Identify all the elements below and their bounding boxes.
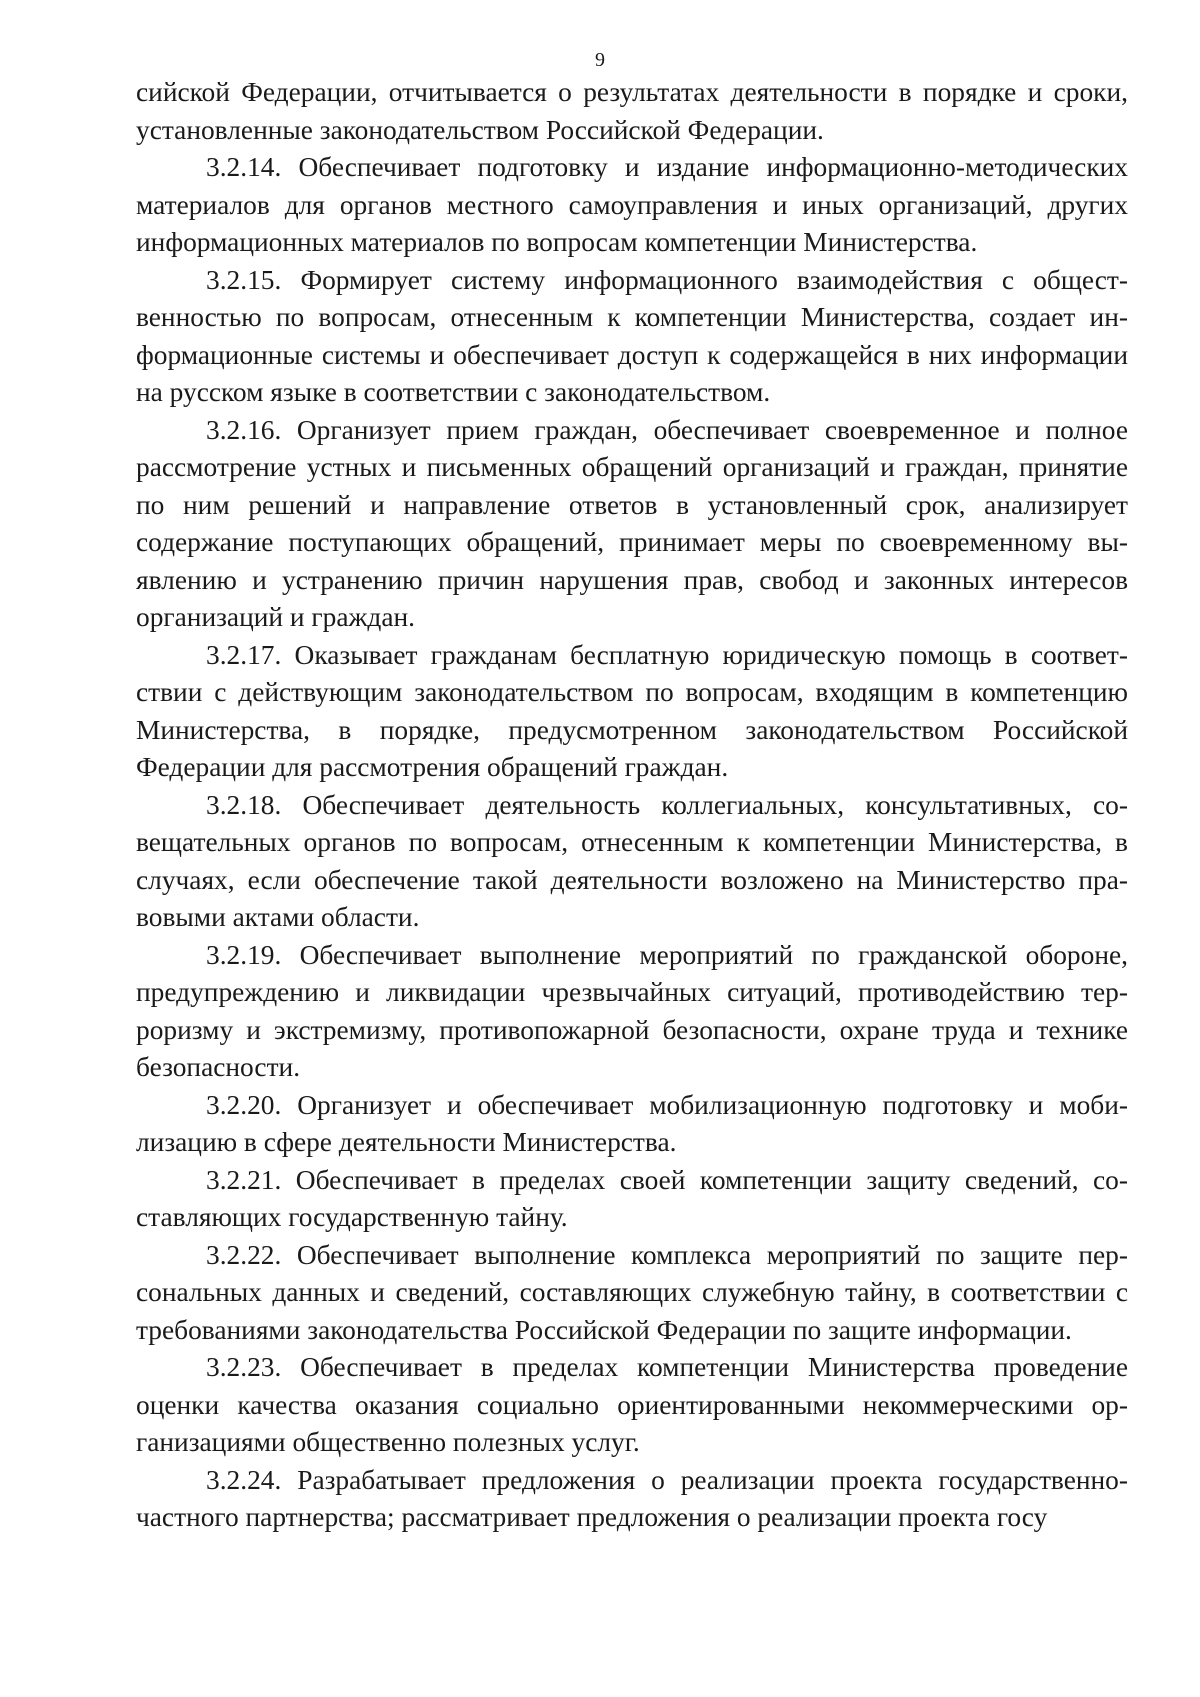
paragraph-3-2-14: 3.2.14. Обеспечивает подготовку и издание информационно-методических материалов для органов местного самоуправления и иных организаций, других информационных материалов по вопросам компетенции Министерства. [136,152,1128,257]
paragraph-3-2-23: 3.2.23. Обеспечивает в пределах компетенции Министерства проведение оценки качества оказания социально ориентированными некоммерческими организациями общественно полезных услуг. [136,1352,1128,1457]
paragraph-3-2-24: 3.2.24. Разрабатывает предложения о реализации проекта государственно-частного партнерства; рассматривает предложения о реализации проекта госу [136,1464,1128,1532]
paragraph-3-2-15: 3.2.15. Формирует систему информационного взаимодействия с общественностью по вопросам, отнесенным к компетенции Министерства, создает информационные системы и обеспечивает доступ к содержащейся в них информации на русском языке в соответствии с законодательством. [136,264,1128,407]
paragraph-3-2-16: 3.2.16. Организует прием граждан, обеспечивает своевременное и полное рассмотрение устных и письменных обращений организаций и граждан, принятие по ним решений и направление ответов в установленный срок, анализирует содержание поступающих обращений, принимает меры по своевременному выявлению и устранению причин нарушения прав, свобод и законных интересов организаций и граждан. [136,414,1128,632]
paragraph-3-2-18: 3.2.18. Обеспечивает деятельность коллегиальных, консультативных, совещательных органов по вопросам, отнесенным к компетенции Министерства, в случаях, если обеспечение такой деятельности возложено на Министерство правовыми актами области. [136,789,1128,932]
paragraph-3-2-20: 3.2.20. Организует и обеспечивает мобилизационную подготовку и мобилизацию в сфере деятельности Министерства. [136,1089,1128,1157]
paragraph-3-2-21: 3.2.21. Обеспечивает в пределах своей компетенции защиту сведений, составляющих государственную тайну. [136,1164,1128,1232]
document-body [136,74,1128,1537]
paragraph-3-2-19: 3.2.19. Обеспечивает выполнение мероприятий по гражданской обороне, предупреждению и ликвидации чрезвычайных ситуаций, противодействию терроризму и экстремизму, противопожарной безопасности, охране труда и технике безопасности. [136,939,1128,1082]
paragraph-3-2-22: 3.2.22. Обеспечивает выполнение комплекса мероприятий по защите персональных данных и сведений, составляющих служебную тайну, в соответствии с требованиями законодательства Российской Федерации по защите информации. [136,1239,1128,1345]
page-number: 9 [595,49,605,71]
paragraph-3-2-17: 3.2.17. Оказывает гражданам бесплатную юридическую помощь в соответствии с действующим законодательством по вопросам, входящим в компетенцию Министерства, в порядке, предусмотренном законодательством Российской Федерации для рассмотрения обращений граждан. [136,639,1128,782]
paragraph-continuation: сийской Федерации, отчитывается о результатах деятельности в порядке и сроки, установленные законодательством Российской Федерации. [136,77,1128,145]
